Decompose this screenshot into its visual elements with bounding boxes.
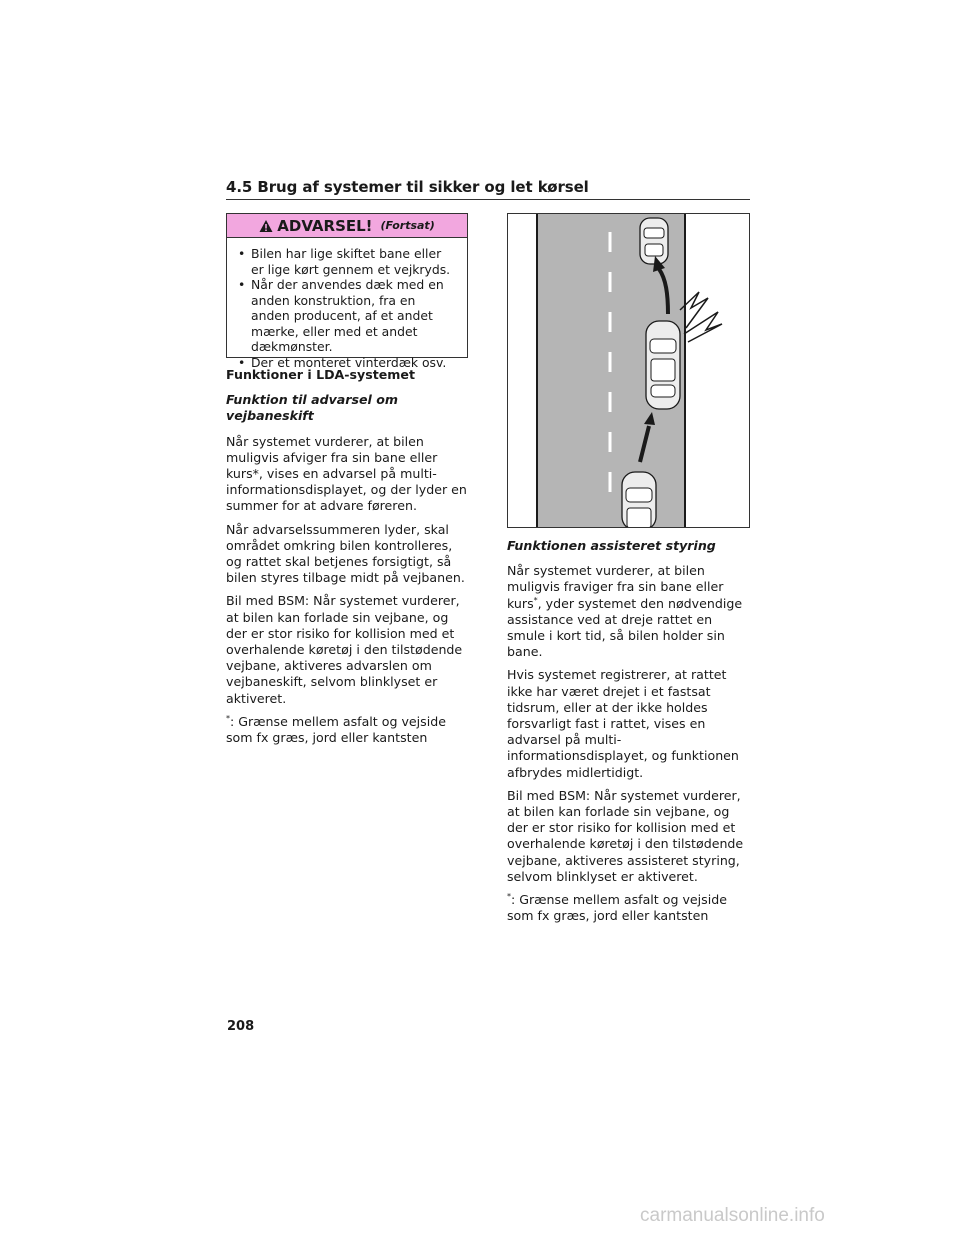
paragraph: Når systemet vurderer, at bilen muligvis afviger fra sin bane eller kurs*, vises en advarsel på multi-informationsdisplayet, og der lyder en summer for at advare føreren. <box>226 433 467 514</box>
warning-item: • Når der anvendes dæk med en anden konstruktion, fra en anden producent, af et andet mærke, eller med et andet dækmønster. <box>235 277 457 355</box>
lane-departure-illustration <box>507 213 750 528</box>
lda-heading: Funktioner i LDA-systemet <box>226 367 415 382</box>
footnote <box>226 714 470 746</box>
warning-box <box>226 213 468 370</box>
car-icon <box>646 321 680 409</box>
paragraph-text: , yder systemet den nødvendige assistance ved at dreje rattet en smule i kort tid, så bilen holder sin bane. <box>507 595 743 660</box>
footnote-mark: * <box>507 891 511 901</box>
footnote-text: : Grænse mellem asfalt og vejside som fx græs, jord eller kantsten <box>507 892 727 924</box>
steering-assist-subheading: Funktionen assisteret styring <box>507 538 716 553</box>
footnote-mark: * <box>226 713 230 723</box>
lane-departure-subheading: Funktion til advarsel om vejbaneskift <box>226 392 399 424</box>
warning-triangle-icon <box>259 219 273 233</box>
warning-continued: (Fortsat) <box>380 219 435 232</box>
paragraph: Bil med BSM: Når systemet vurderer, at bilen kan forlade sin vejbane, og der er stor risiko for kollision med et overhalende køretøj i den tilstødende vejbane, aktiveres advarslen om vejbaneskift, selvom blinklyset er aktiveret. <box>226 593 463 706</box>
paragraph-text: Når systemet vurderer, at bilen muligvis fraviger fra sin bane eller kurs <box>507 563 724 611</box>
paragraph: Bil med BSM: Når systemet vurderer, at bilen kan forlade sin vejbane, og der er stor risiko for kollision med et overhalende køretøj i den tilstødende vejbane, aktiveres assisteret styring, selvom blinklyset er aktiveret. <box>507 787 744 884</box>
watermark: carmanualsonline.info <box>640 1205 825 1226</box>
road-diagram <box>508 214 749 527</box>
car-icon <box>622 472 656 527</box>
warning-item: • Der et monteret vinterdæk osv. <box>235 355 457 371</box>
paragraph: Når advarselssummeren lyder, skal området omkring bilen kontrolleres, og rattet skal betjenes forsigtigt, så bilen styres tilbage midt på vejbanen. <box>226 521 465 586</box>
page-number: 208 <box>227 1019 255 1034</box>
left-column <box>226 367 470 753</box>
car-icon <box>640 218 668 264</box>
paragraph: Hvis systemet registrerer, at rattet ikke har været drejet i et fastsat tidsrum, eller at der ikke holdes forsvarligt fast i rattet, vises en advarsel på multi-informationsdisplayet, og funktionen afbrydes midlertidigt. <box>507 667 739 780</box>
section-header: 4.5 Brug af systemer til sikker og let kørsel <box>226 178 589 196</box>
warning-title: ADVARSEL! <box>277 216 373 235</box>
paragraph <box>507 563 751 660</box>
warning-header <box>227 214 467 238</box>
footnote-mark: * <box>533 595 538 605</box>
warning-list <box>227 238 467 370</box>
footnote <box>507 892 751 924</box>
footnote-text: : Grænse mellem asfalt og vejside som fx græs, jord eller kantsten <box>226 713 446 746</box>
right-column <box>507 538 751 931</box>
header-rule <box>226 199 750 200</box>
buzzer-alert-icon <box>684 312 722 342</box>
warning-item: • Bilen har lige skiftet bane eller er lige kørt gennem et vejkryds. <box>235 246 457 277</box>
